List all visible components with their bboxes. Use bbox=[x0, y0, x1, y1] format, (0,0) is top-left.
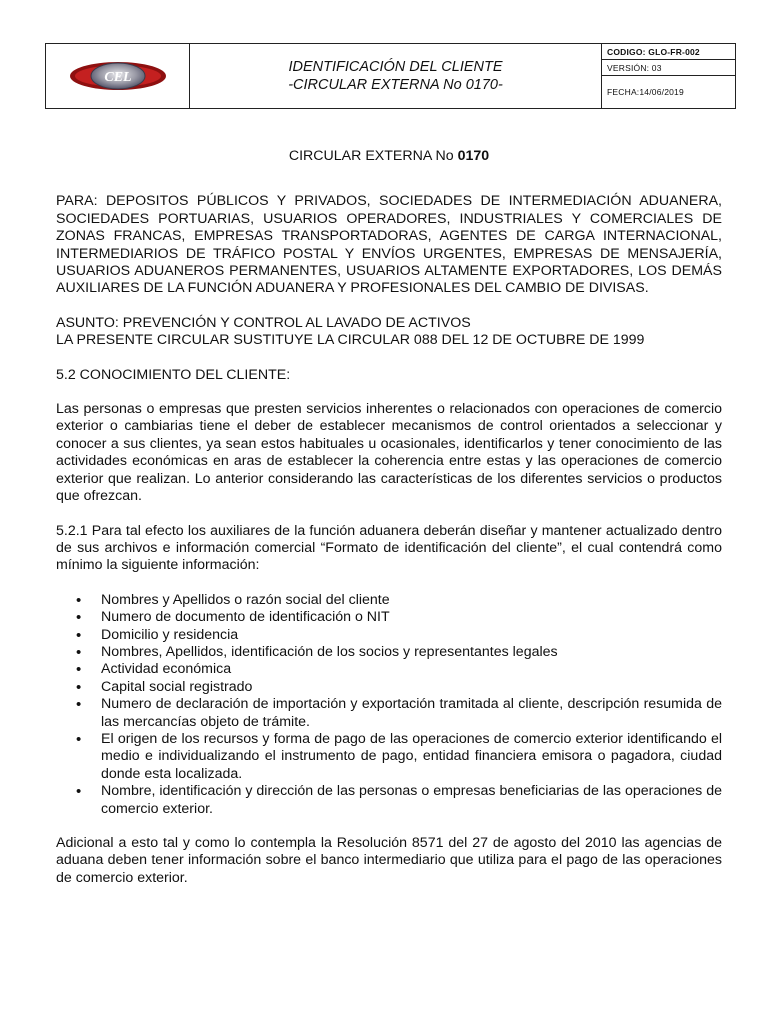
list-item: • Nombre, identificación y dirección de las personas o empresas beneficiarias de las operaciones de comercio exterior. bbox=[56, 783, 722, 818]
header-title-line2: -CIRCULAR EXTERNA No 0170- bbox=[288, 77, 503, 93]
info-list bbox=[56, 592, 722, 818]
subject-line: ASUNTO: PREVENCIÓN Y CONTROL AL LAVADO DE ACTIVOS bbox=[56, 314, 471, 331]
para-recipients: PARA: DEPOSITOS PÚBLICOS Y PRIVADOS, SOCIEDADES DE INTERMEDIACIÓN ADUANERA, SOCIEDADES PORTUARIAS, USUARIOS OPERADORES, INDUSTRIALES Y COMERCIALES DE ZONAS FRANCAS, EMPRESAS TRANSPORTADORAS, AGENTES DE CARGA INTERNACIONAL, INTERMEDIARIOS DE TRÁFICO POSTAL Y ENVÍOS URGENTES, EMPRESAS DE MENSAJERÍA, USUARIOS ADUANEROS PERMANENTES, USUARIOS ALTAMENTE EXPORTADORES, LOS DEMÁS AUXILIARES DE LA FUNCIÓN ADUANERA Y PROFESIONALES DEL CAMBIO DE DIVISAS. bbox=[56, 193, 722, 297]
circular-title bbox=[56, 148, 722, 165]
logo-text: CEL bbox=[103, 70, 132, 85]
header-meta bbox=[602, 44, 735, 108]
cel-logo bbox=[68, 59, 168, 93]
list-item: • Capital social registrado bbox=[56, 679, 722, 696]
paragraph-3: Adicional a esto tal y como lo contempla la Resolución 8571 del 27 de agosto del 2010 las agencias de aduana deben tener información sobre el banco intermediario que utiliza para el pago de las operaciones de comercio exterior. bbox=[56, 835, 722, 886]
list-item: • Domicilio y residencia bbox=[56, 627, 722, 644]
version-cell: VERSIÓN: 03 bbox=[602, 60, 735, 76]
document-header bbox=[45, 43, 736, 109]
logo-cell bbox=[46, 44, 190, 108]
list-item: • Nombres y Apellidos o razón social del cliente bbox=[56, 592, 722, 609]
header-title bbox=[190, 44, 602, 108]
list-item: • Actividad económica bbox=[56, 661, 722, 678]
paragraph-1: Las personas o empresas que presten servicios inherentes o relacionados con operaciones de comercio exterior o cambiarias tiene el deber de establecer mecanismos de control orientados a seleccionar y conocer a sus clientes, ya sean estos habituales u ocasionales, identificarlos y tener conocimiento de las actividades económicas en aras de establecer la coherencia entre estas y las operaciones de comercio exterior que realizan. Lo anterior considerando las características de los diferentes servicios o productos que ofrezcan. bbox=[56, 401, 722, 505]
fecha-cell: FECHA:14/06/2019 bbox=[607, 87, 684, 97]
replaces-line: LA PRESENTE CIRCULAR SUSTITUYE LA CIRCULAR 088 DEL 12 DE OCTUBRE DE 1999 bbox=[56, 332, 645, 349]
section-heading: 5.2 CONOCIMIENTO DEL CLIENTE: bbox=[56, 366, 291, 383]
list-item: • El origen de los recursos y forma de pago de las operaciones de comercio exterior identificando el medio e individualizando el instrumento de pago, entidad financiera emisora o pagadora, ciudad donde esta localizada. bbox=[56, 731, 722, 783]
list-item: • Nombres, Apellidos, identificación de los socios y representantes legales bbox=[56, 644, 722, 661]
circular-number: 0170 bbox=[457, 148, 490, 164]
codigo-cell: CODIGO: GLO-FR-002 bbox=[602, 44, 735, 60]
paragraph-2: 5.2.1 Para tal efecto los auxiliares de la función aduanera deberán diseñar y mantener actualizado dentro de sus archivos e información comercial “Formato de identificación del cliente”, el cual contendrá como mínimo la siguiente información: bbox=[56, 522, 722, 574]
circular-prefix: CIRCULAR EXTERNA No bbox=[288, 148, 458, 164]
header-title-line1: IDENTIFICACIÓN DEL CLIENTE bbox=[288, 59, 503, 75]
list-item: • Numero de documento de identificación o NIT bbox=[56, 609, 722, 626]
list-item: • Numero de declaración de importación y exportación tramitada al cliente, descripción resumida de las mercancías objeto de trámite. bbox=[56, 696, 722, 731]
document-body bbox=[56, 148, 722, 887]
